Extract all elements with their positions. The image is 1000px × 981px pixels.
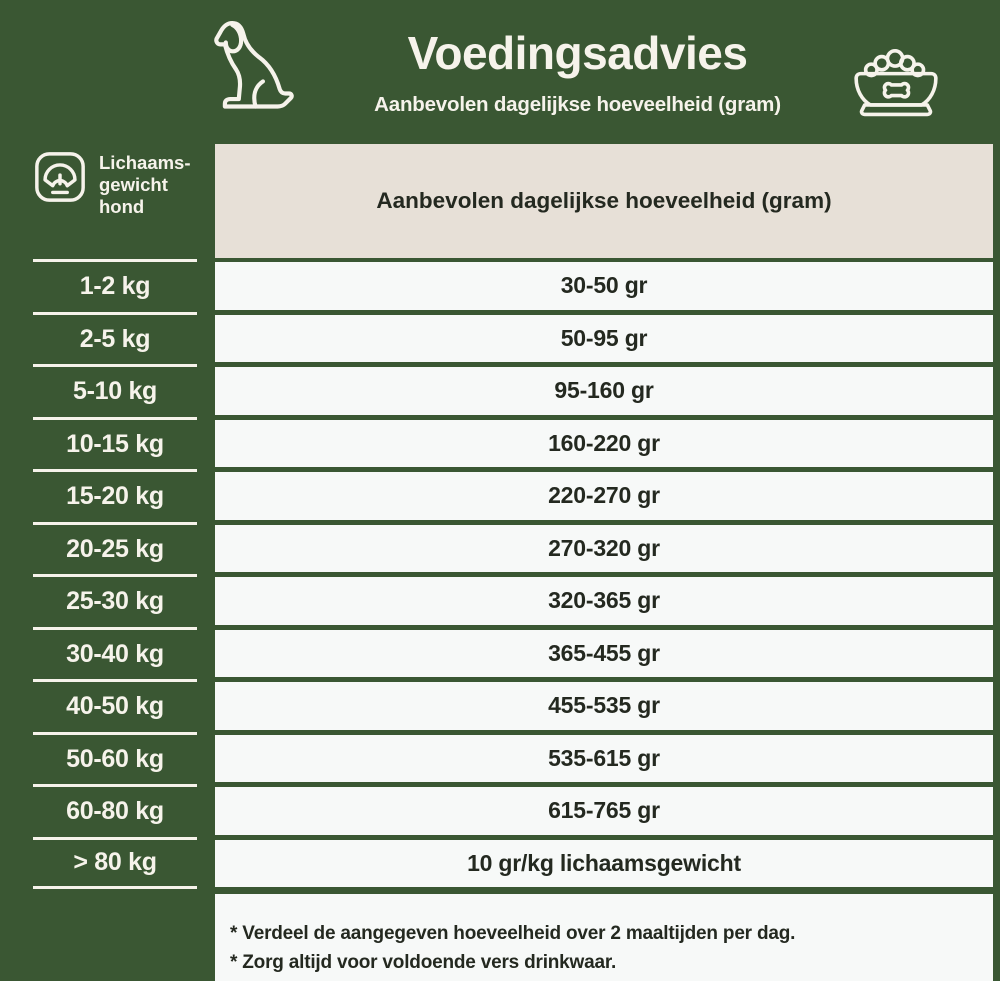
amount-value: 30-50 gr [560, 272, 648, 299]
weight-label: 25-30 kg [66, 587, 164, 616]
amount-value: 50-95 gr [560, 324, 648, 351]
weight-cell [33, 312, 197, 365]
amount-column-header [215, 144, 993, 258]
amount-cell [215, 577, 993, 625]
amount-value: 320-365 gr [548, 587, 660, 614]
amount-value: 365-455 gr [548, 639, 660, 666]
weight-cell [33, 469, 197, 522]
weight-label: 20-25 kg [66, 534, 164, 563]
footnotes-box [215, 894, 993, 981]
weight-label: 2-5 kg [79, 324, 151, 353]
weight-cell [33, 522, 197, 575]
weight-cell [33, 784, 197, 837]
weight-cell [33, 259, 197, 312]
amount-cell [215, 682, 993, 730]
weight-label: 30-40 kg [66, 639, 164, 668]
amount-cell [215, 315, 993, 363]
footnote-line: * Zorg altijd voor voldoende vers drinkwaar. [230, 952, 617, 974]
amount-value: 615-765 gr [548, 797, 660, 824]
weight-cell [33, 732, 197, 785]
amount-column [215, 259, 993, 887]
weight-cell [33, 679, 197, 732]
weight-scale-icon [33, 150, 87, 204]
dog-food-bowl-icon [843, 48, 949, 122]
weight-column-header [33, 150, 199, 217]
amount-cell [215, 262, 993, 310]
footnote-line: * Verdeel de aangegeven hoeveelheid over 2 maaltijden per dag. [230, 923, 796, 944]
amount-cell [215, 840, 993, 888]
amount-value: 95-160 gr [554, 377, 654, 404]
weight-label: 5-10 kg [72, 377, 158, 406]
weight-cell [33, 574, 197, 627]
amount-value: 160-220 gr [548, 429, 660, 456]
weight-label: 1-2 kg [79, 272, 151, 301]
weight-label: 50-60 kg [66, 744, 164, 773]
amount-value: 270-320 gr [548, 534, 660, 561]
amount-cell [215, 735, 993, 783]
amount-column-header-label: Aanbevolen dagelijkse hoeveelheid (gram) [376, 188, 832, 213]
amount-cell [215, 630, 993, 678]
weight-cell [33, 417, 197, 470]
weight-cell [33, 627, 197, 680]
weight-cell [33, 364, 197, 417]
header-title-block [215, 26, 940, 117]
amount-cell [215, 420, 993, 468]
amount-value: 535-615 gr [548, 744, 660, 771]
weight-column [33, 259, 197, 889]
amount-value: 455-535 gr [548, 692, 660, 719]
page-title: Voedingsadvies [407, 27, 748, 79]
amount-cell [215, 472, 993, 520]
weight-label: > 80 kg [73, 848, 157, 877]
weight-column-header-label: Lichaams-gewicht hond [99, 152, 191, 217]
amount-value: 220-270 gr [548, 482, 660, 509]
page-subtitle: Aanbevolen dagelijkse hoeveelheid (gram) [374, 93, 781, 116]
weight-label: 60-80 kg [66, 797, 164, 826]
amount-cell [215, 787, 993, 835]
weight-label: 15-20 kg [66, 482, 164, 511]
weight-label: 10-15 kg [66, 429, 164, 458]
weight-cell [33, 837, 197, 890]
amount-cell [215, 525, 993, 573]
amount-cell [215, 367, 993, 415]
weight-label: 40-50 kg [66, 692, 164, 721]
amount-value: 10 gr/kg lichaamsgewicht [467, 849, 741, 876]
